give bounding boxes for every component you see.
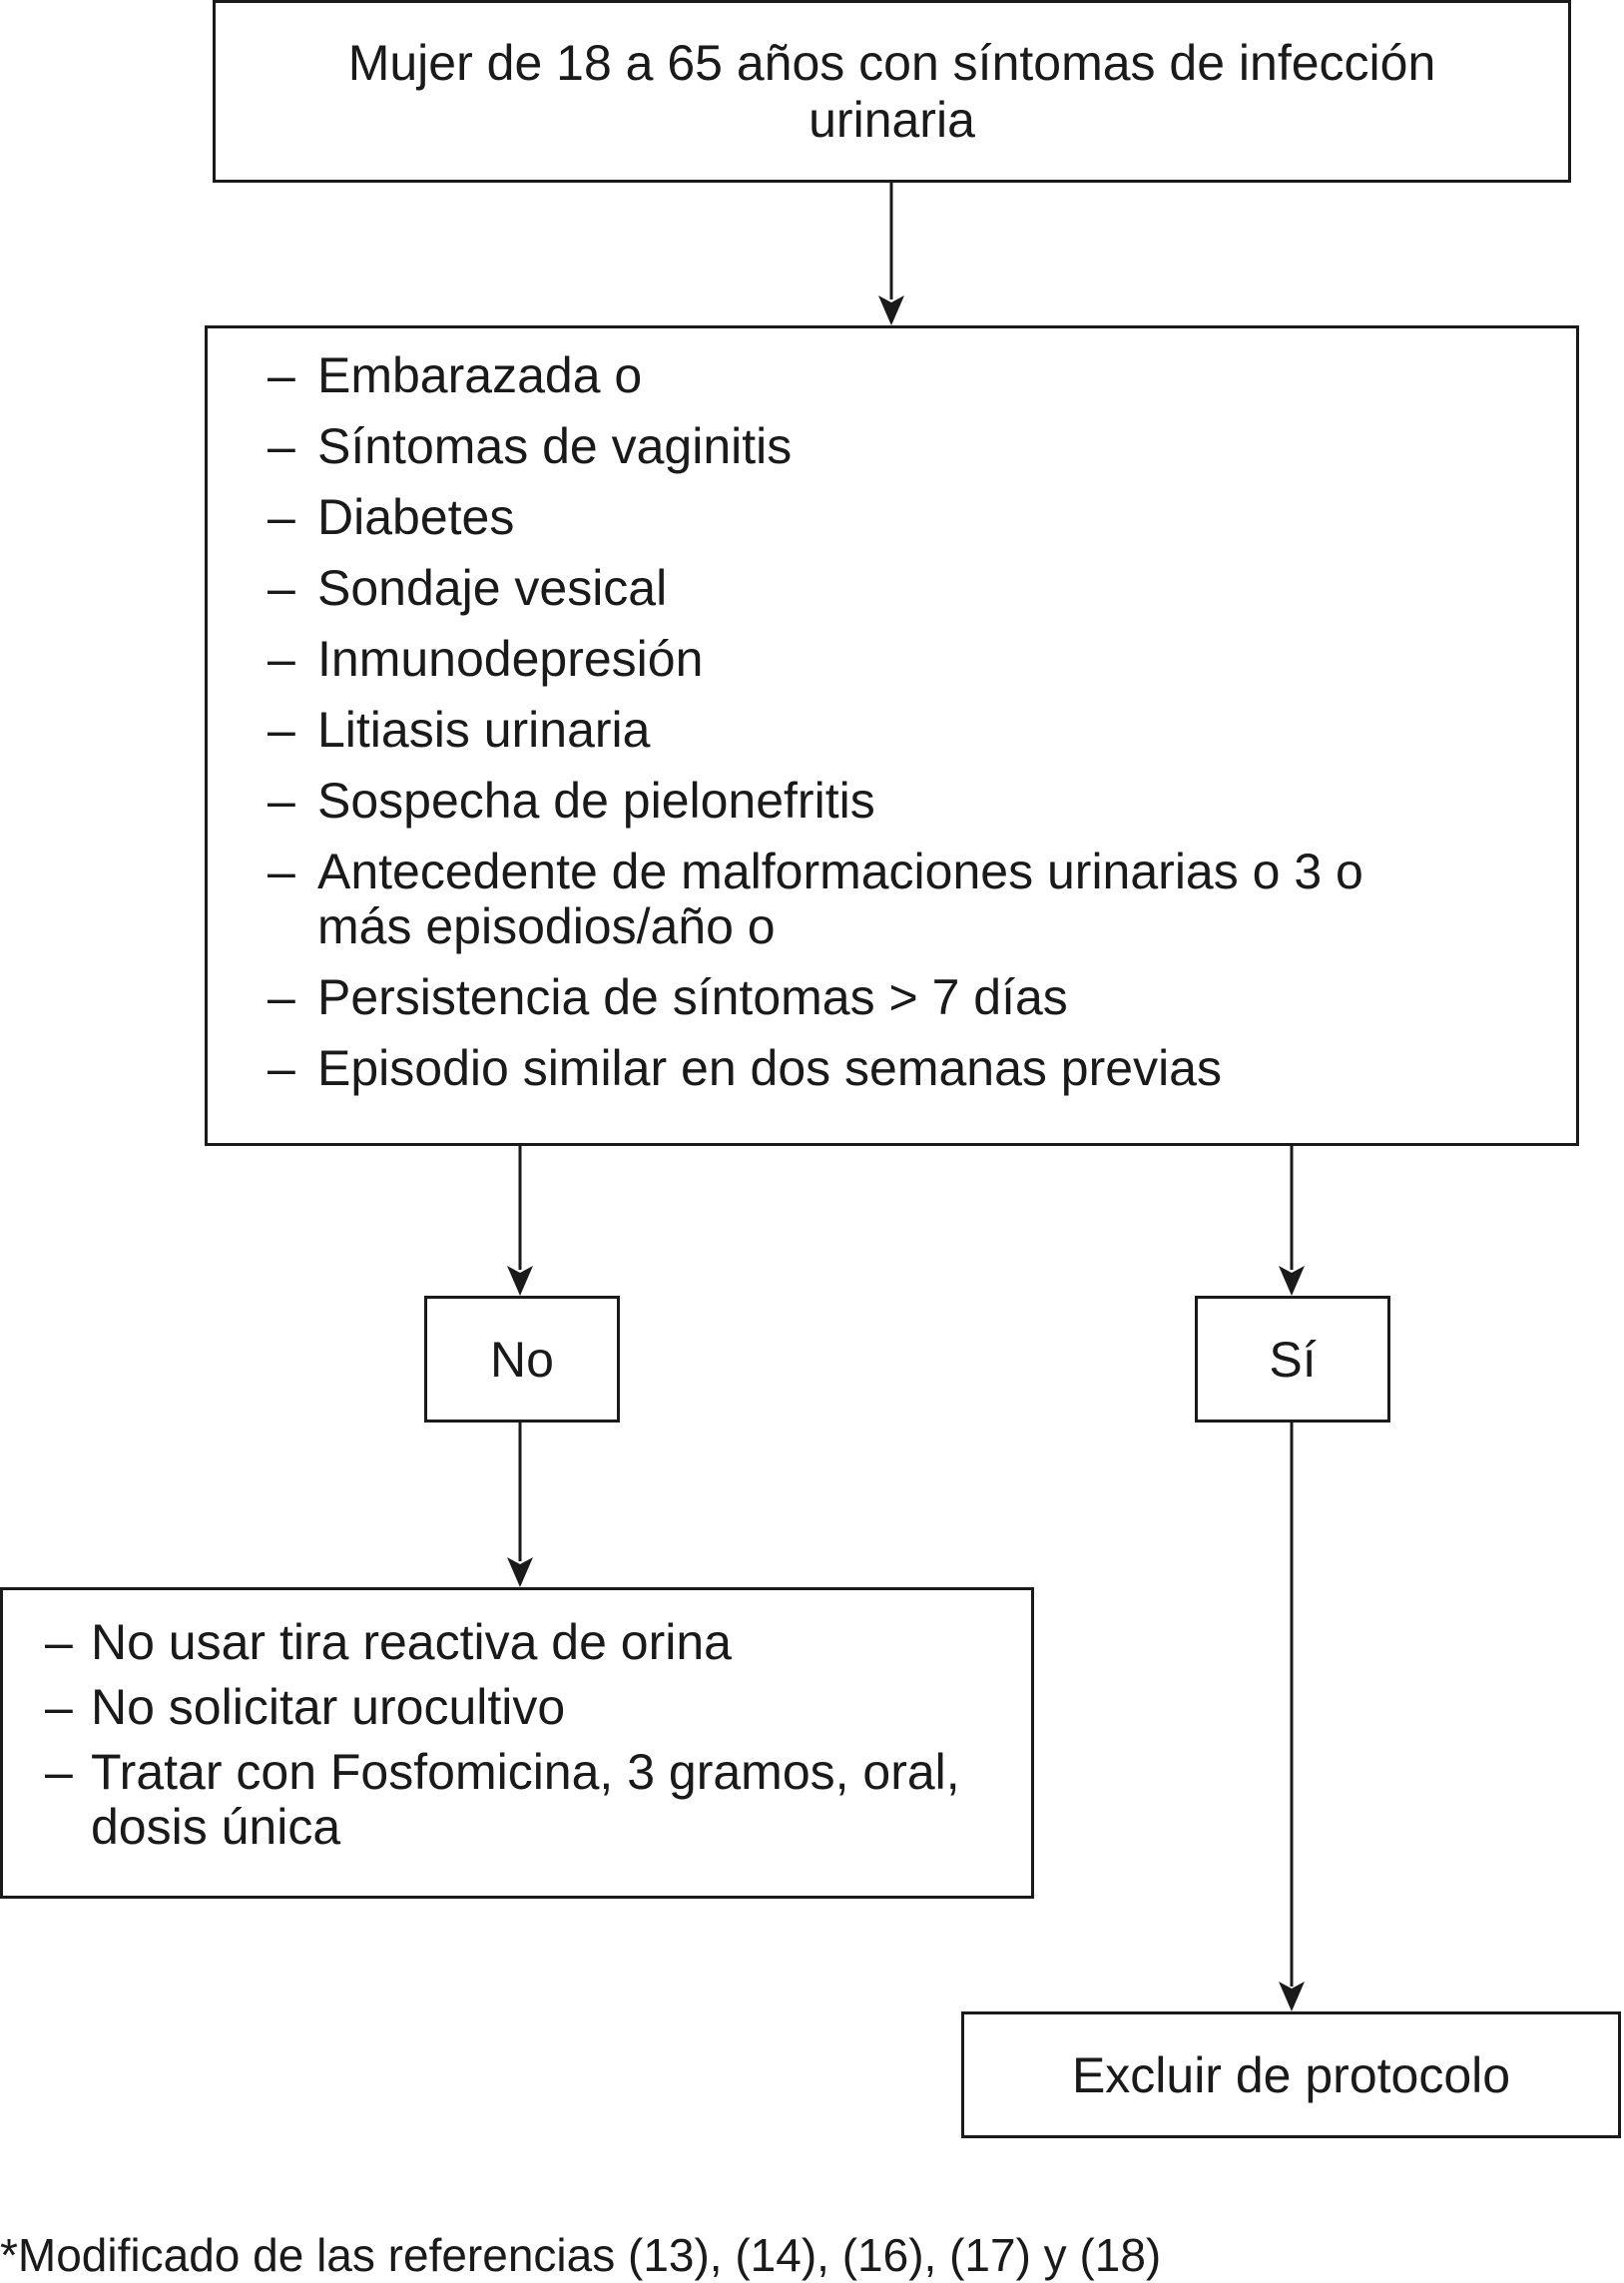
dash-glyph: – [268, 1040, 295, 1096]
criteria-item: – Embarazada o [268, 347, 643, 403]
start-node [213, 0, 1571, 183]
decision-no-label: No [490, 1331, 554, 1388]
dash-glyph: – [45, 1614, 73, 1670]
decision-no-node [424, 1296, 620, 1423]
treatment-list [45, 1615, 989, 1865]
arrowhead-start-to-criteria [878, 295, 904, 325]
arrowhead-si-to-exclude [1279, 1982, 1305, 2011]
treatment-item: – No usar tira reactiva de orina [45, 1614, 732, 1670]
dash-glyph: – [268, 631, 295, 687]
dash-glyph: – [45, 1744, 73, 1800]
criteria-item: – Síntomas de vaginitis [268, 418, 793, 474]
arrowhead-no-to-treatment [507, 1557, 533, 1587]
dash-glyph: – [268, 418, 295, 474]
criteria-item: – Episodio similar en dos semanas previas [268, 1040, 1222, 1096]
criteria-list [268, 348, 1435, 1112]
dash-glyph: – [268, 844, 295, 899]
decision-yes-label: Sí [1269, 1331, 1317, 1388]
treatment-item: – No solicitar urocultivo [45, 1679, 566, 1735]
exclude-node-text: Excluir de protocolo [1071, 2046, 1511, 2103]
arrowhead-criteria-to-no [507, 1266, 533, 1296]
start-node-text: Mujer de 18 a 65 años con síntomas de infección urinaria [347, 34, 1436, 148]
footnote: *Modificado de las referencias (13), (14), (16), (17) y (18) [0, 2229, 1162, 2281]
treatment-item: – Tratar con Fosfomicina, 3 gramos, oral, dosis única [45, 1744, 960, 1855]
criteria-item: – Litiasis urinaria [268, 702, 651, 758]
dash-glyph: – [268, 560, 295, 616]
arrowhead-criteria-to-si [1279, 1266, 1305, 1296]
dash-glyph: – [268, 702, 295, 758]
criteria-item: – Inmunodepresión [268, 631, 704, 687]
criteria-item: – Sondaje vesical [268, 560, 668, 616]
criteria-item: – Persistencia de síntomas > 7 días [268, 969, 1068, 1025]
exclude-node [961, 2011, 1621, 2138]
criteria-item: – Sospecha de pielonefritis [268, 773, 875, 829]
dash-glyph: – [268, 773, 295, 829]
treatment-node [0, 1587, 1034, 1899]
dash-glyph: – [268, 969, 295, 1025]
dash-glyph: – [268, 489, 295, 545]
criteria-item: – Antecedente de malformaciones urinarias o 3 o más episodios/año o [268, 844, 1363, 954]
decision-yes-node [1195, 1296, 1390, 1423]
criteria-node [205, 325, 1579, 1146]
dash-glyph: – [45, 1679, 73, 1735]
dash-glyph: – [268, 347, 295, 403]
criteria-item: – Diabetes [268, 489, 515, 545]
